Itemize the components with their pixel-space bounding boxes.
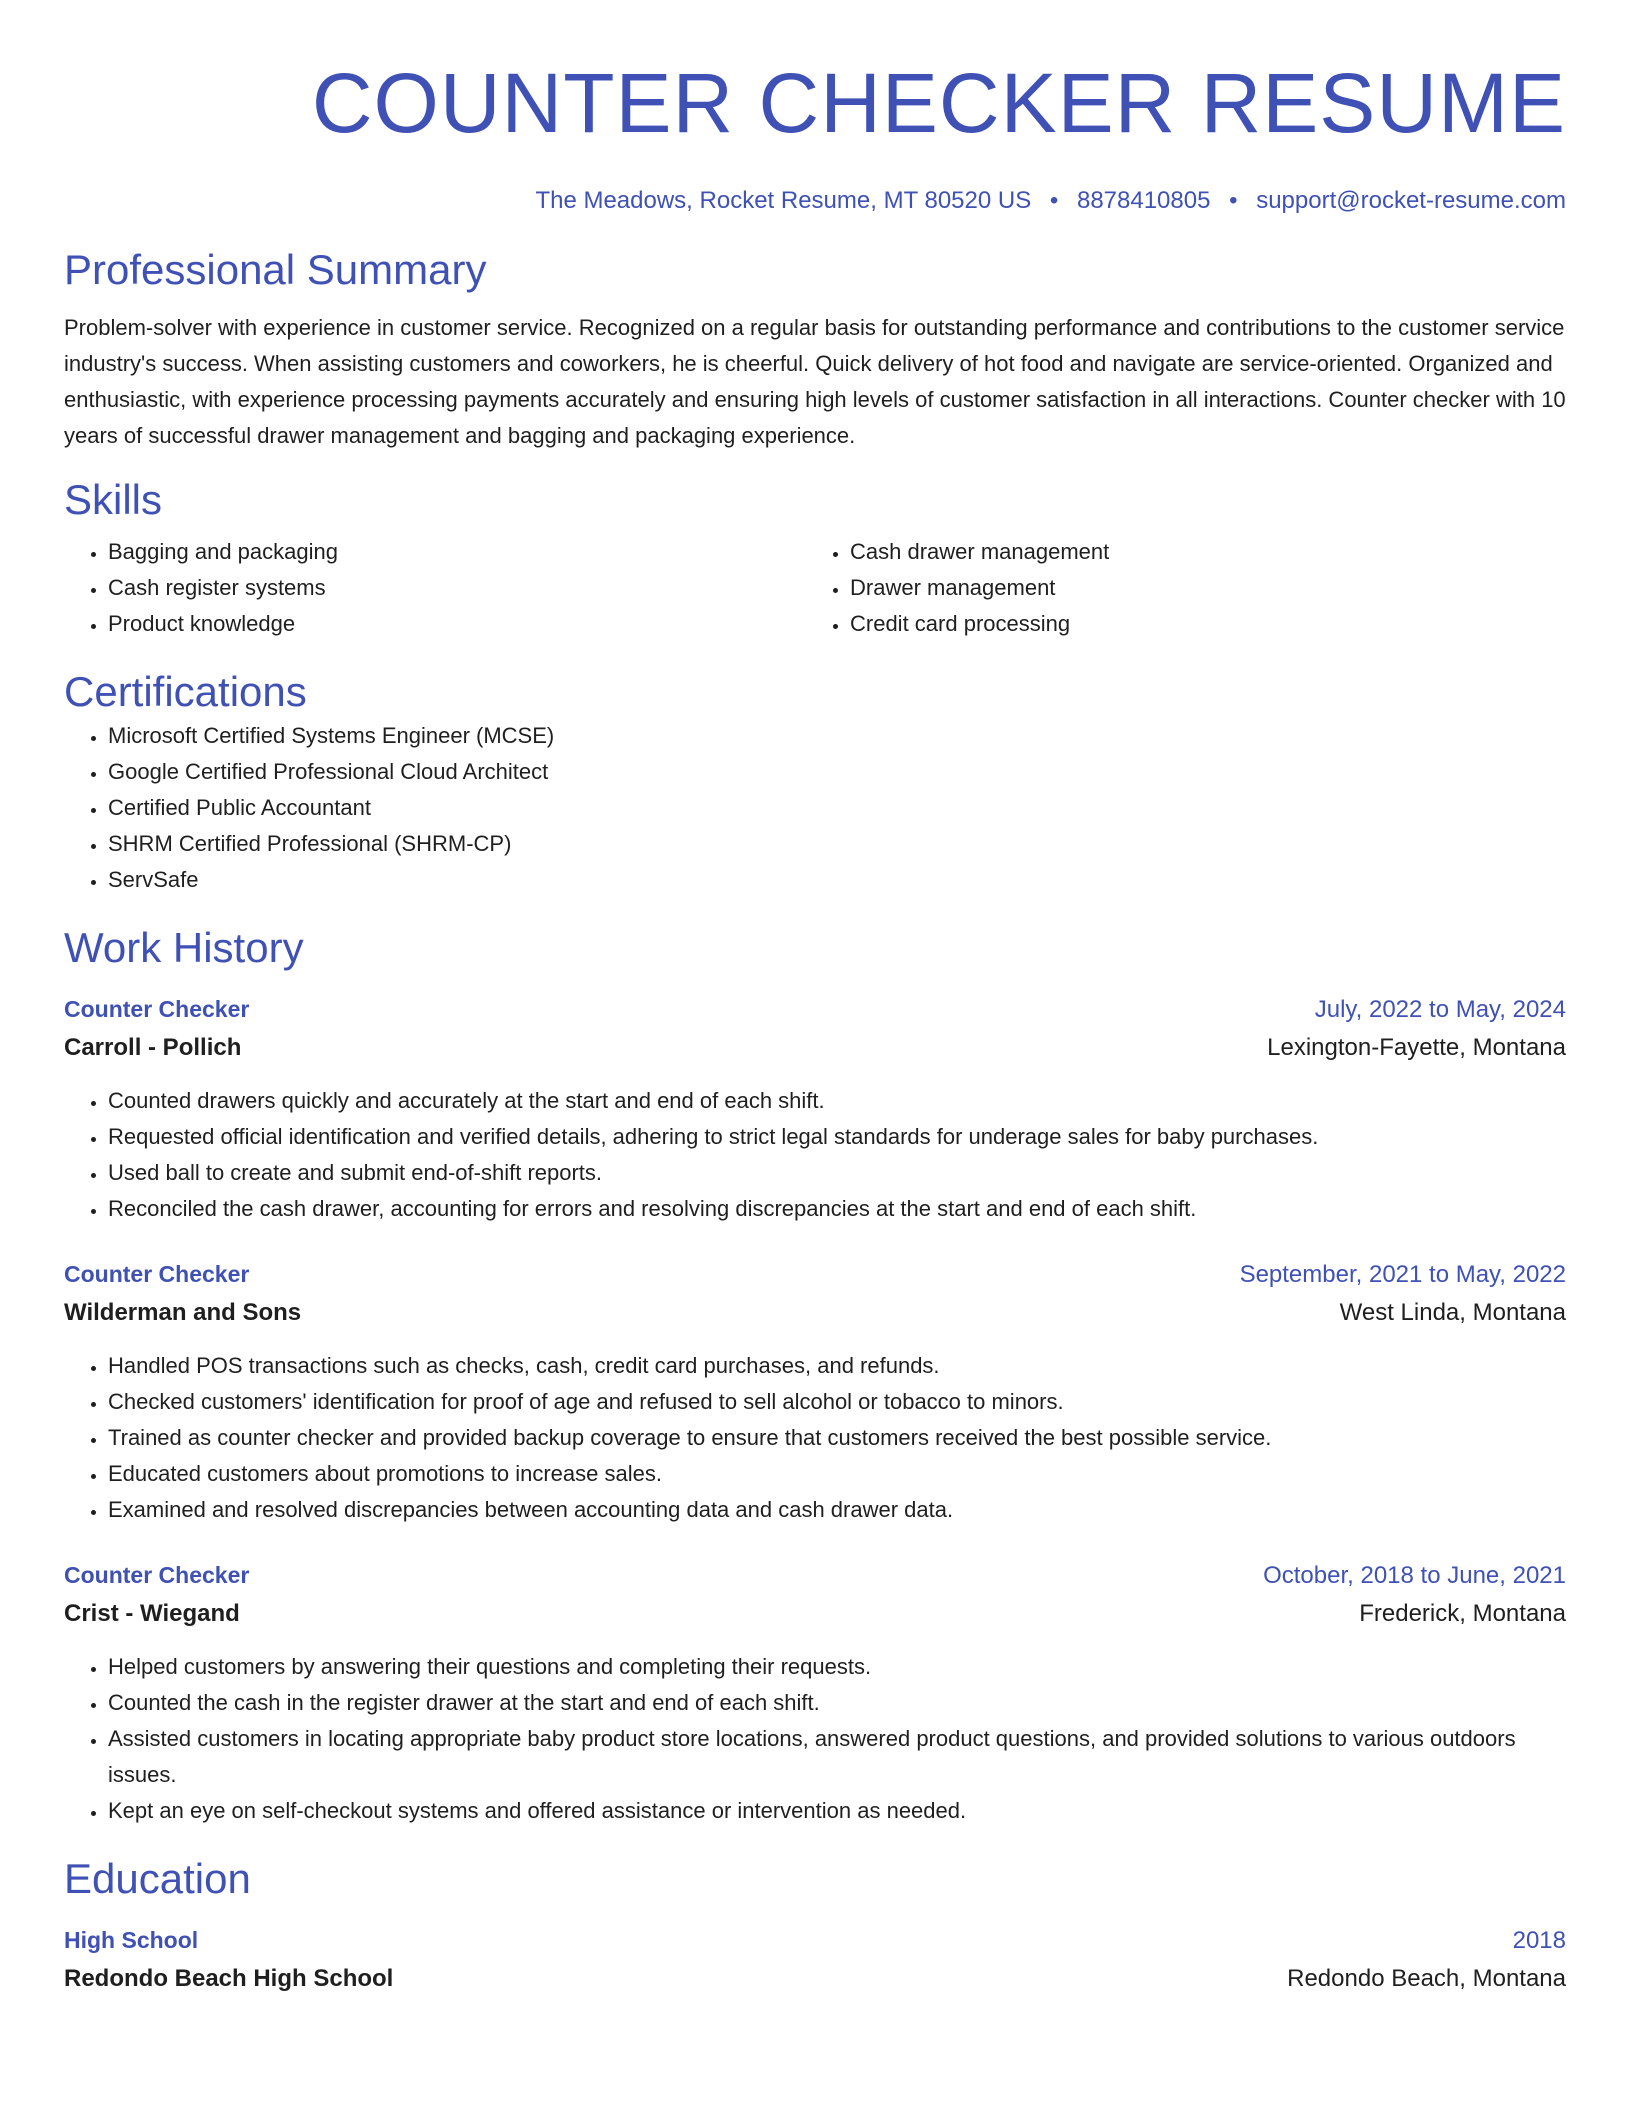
contact-separator: • xyxy=(1229,187,1238,214)
job-company: Crist - Wiegand xyxy=(64,1600,240,1627)
skills-heading: Skills xyxy=(64,476,163,523)
contact-separator: • xyxy=(1049,187,1059,214)
job-bullet: • Reconciled the cash drawer, accounting for errors and resolving discrepancies at the start and end of each shift. xyxy=(108,1191,1566,1227)
skills-column-1 xyxy=(64,534,806,642)
job-role: Counter Checker xyxy=(64,1261,250,1287)
skills-list xyxy=(64,534,1566,642)
certification-item: • Certified Public Accountant xyxy=(108,790,1566,826)
contact-email: support@rocket-resume.com xyxy=(1256,187,1566,214)
certifications-heading: Certifications xyxy=(64,668,307,715)
job-location: Frederick, Montana xyxy=(1359,1600,1566,1627)
skill-item: • Cash drawer management xyxy=(850,534,1548,570)
job-bullet: • Educated customers about promotions to increase sales. xyxy=(108,1456,1566,1492)
summary-text: Problem-solver with experience in customer service. Recognized on a regular basis for outstanding performance and contributions to the customer service industry's success. When assisting customers and coworkers, he is cheerful. Quick delivery of hot food and navigate are service-oriented. Organized and enthusiastic, with experience processing payments accurately and ensuring high levels of customer satisfaction in all interactions. Counter checker with 10 years of successful drawer management and bagging and packaging experience. xyxy=(64,315,1566,448)
job-bullets xyxy=(64,1083,1566,1227)
resume-title: COUNTER CHECKER RESUME xyxy=(311,56,1566,150)
job-bullets xyxy=(64,1649,1566,1829)
job-bullet: • Requested official identification and verified details, adhering to strict legal standards for underage sales for baby purchases. xyxy=(108,1119,1566,1155)
job-bullets xyxy=(64,1348,1566,1528)
job-entry xyxy=(64,1255,1566,1528)
contact-line xyxy=(64,186,1566,216)
job-company: Wilderman and Sons xyxy=(64,1299,302,1326)
job-bullet: • Trained as counter checker and provided backup coverage to ensure that customers received the best possible service. xyxy=(108,1420,1566,1456)
contact-address: The Meadows, Rocket Resume, MT 80520 US xyxy=(535,187,1032,214)
certifications-list xyxy=(64,718,1566,898)
summary-heading: Professional Summary xyxy=(64,246,487,293)
education-entry xyxy=(64,1921,1566,1998)
skill-item: • Cash register systems xyxy=(108,570,806,606)
job-role: Counter Checker xyxy=(64,996,250,1022)
education-heading: Education xyxy=(64,1855,251,1902)
job-bullet: • Checked customers' identification for proof of age and refused to sell alcohol or tobacco to minors. xyxy=(108,1384,1566,1420)
job-bullet: • Assisted customers in locating appropriate baby product store locations, answered product questions, and provided solutions to various outdoors issues. xyxy=(108,1721,1566,1793)
work-history-heading: Work History xyxy=(64,924,304,971)
job-location: West Linda, Montana xyxy=(1339,1299,1566,1326)
education-year: 2018 xyxy=(1512,1927,1566,1954)
skill-item: • Bagging and packaging xyxy=(108,534,806,570)
job-bullet: • Counted the cash in the register drawer at the start and end of each shift. xyxy=(108,1685,1566,1721)
certification-item: • SHRM Certified Professional (SHRM-CP) xyxy=(108,826,1566,862)
skill-item: • Drawer management xyxy=(850,570,1548,606)
job-bullet: • Helped customers by answering their questions and completing their requests. xyxy=(108,1649,1566,1685)
skills-column-2 xyxy=(806,534,1548,642)
education-location: Redondo Beach, Montana xyxy=(1287,1965,1566,1992)
contact-phone: 8878410805 xyxy=(1076,187,1211,214)
job-location: Lexington-Fayette, Montana xyxy=(1267,1034,1566,1061)
job-bullet: • Handled POS transactions such as checks, cash, credit card purchases, and refunds. xyxy=(108,1348,1566,1384)
job-bullet: • Kept an eye on self-checkout systems and offered assistance or intervention as needed. xyxy=(108,1793,1566,1829)
job-entry xyxy=(64,990,1566,1227)
job-dates: October, 2018 to June, 2021 xyxy=(1263,1562,1566,1589)
resume-page xyxy=(64,0,1566,1998)
education-degree: High School xyxy=(64,1927,199,1953)
certification-item: • Microsoft Certified Systems Engineer (MCSE) xyxy=(108,718,1566,754)
job-bullet: • Counted drawers quickly and accurately at the start and end of each shift. xyxy=(108,1083,1566,1119)
job-role: Counter Checker xyxy=(64,1562,250,1588)
skill-item: • Product knowledge xyxy=(108,606,806,642)
job-entry xyxy=(64,1556,1566,1829)
certification-item: • ServSafe xyxy=(108,862,1566,898)
job-bullet: • Used ball to create and submit end-of-shift reports. xyxy=(108,1155,1566,1191)
job-dates: September, 2021 to May, 2022 xyxy=(1239,1261,1566,1288)
job-bullet: • Examined and resolved discrepancies between accounting data and cash drawer data. xyxy=(108,1492,1566,1528)
job-dates: July, 2022 to May, 2024 xyxy=(1314,996,1566,1023)
certification-item: • Google Certified Professional Cloud Architect xyxy=(108,754,1566,790)
skill-item: • Credit card processing xyxy=(850,606,1548,642)
job-company: Carroll - Pollich xyxy=(64,1034,242,1061)
education-school: Redondo Beach High School xyxy=(64,1965,394,1992)
